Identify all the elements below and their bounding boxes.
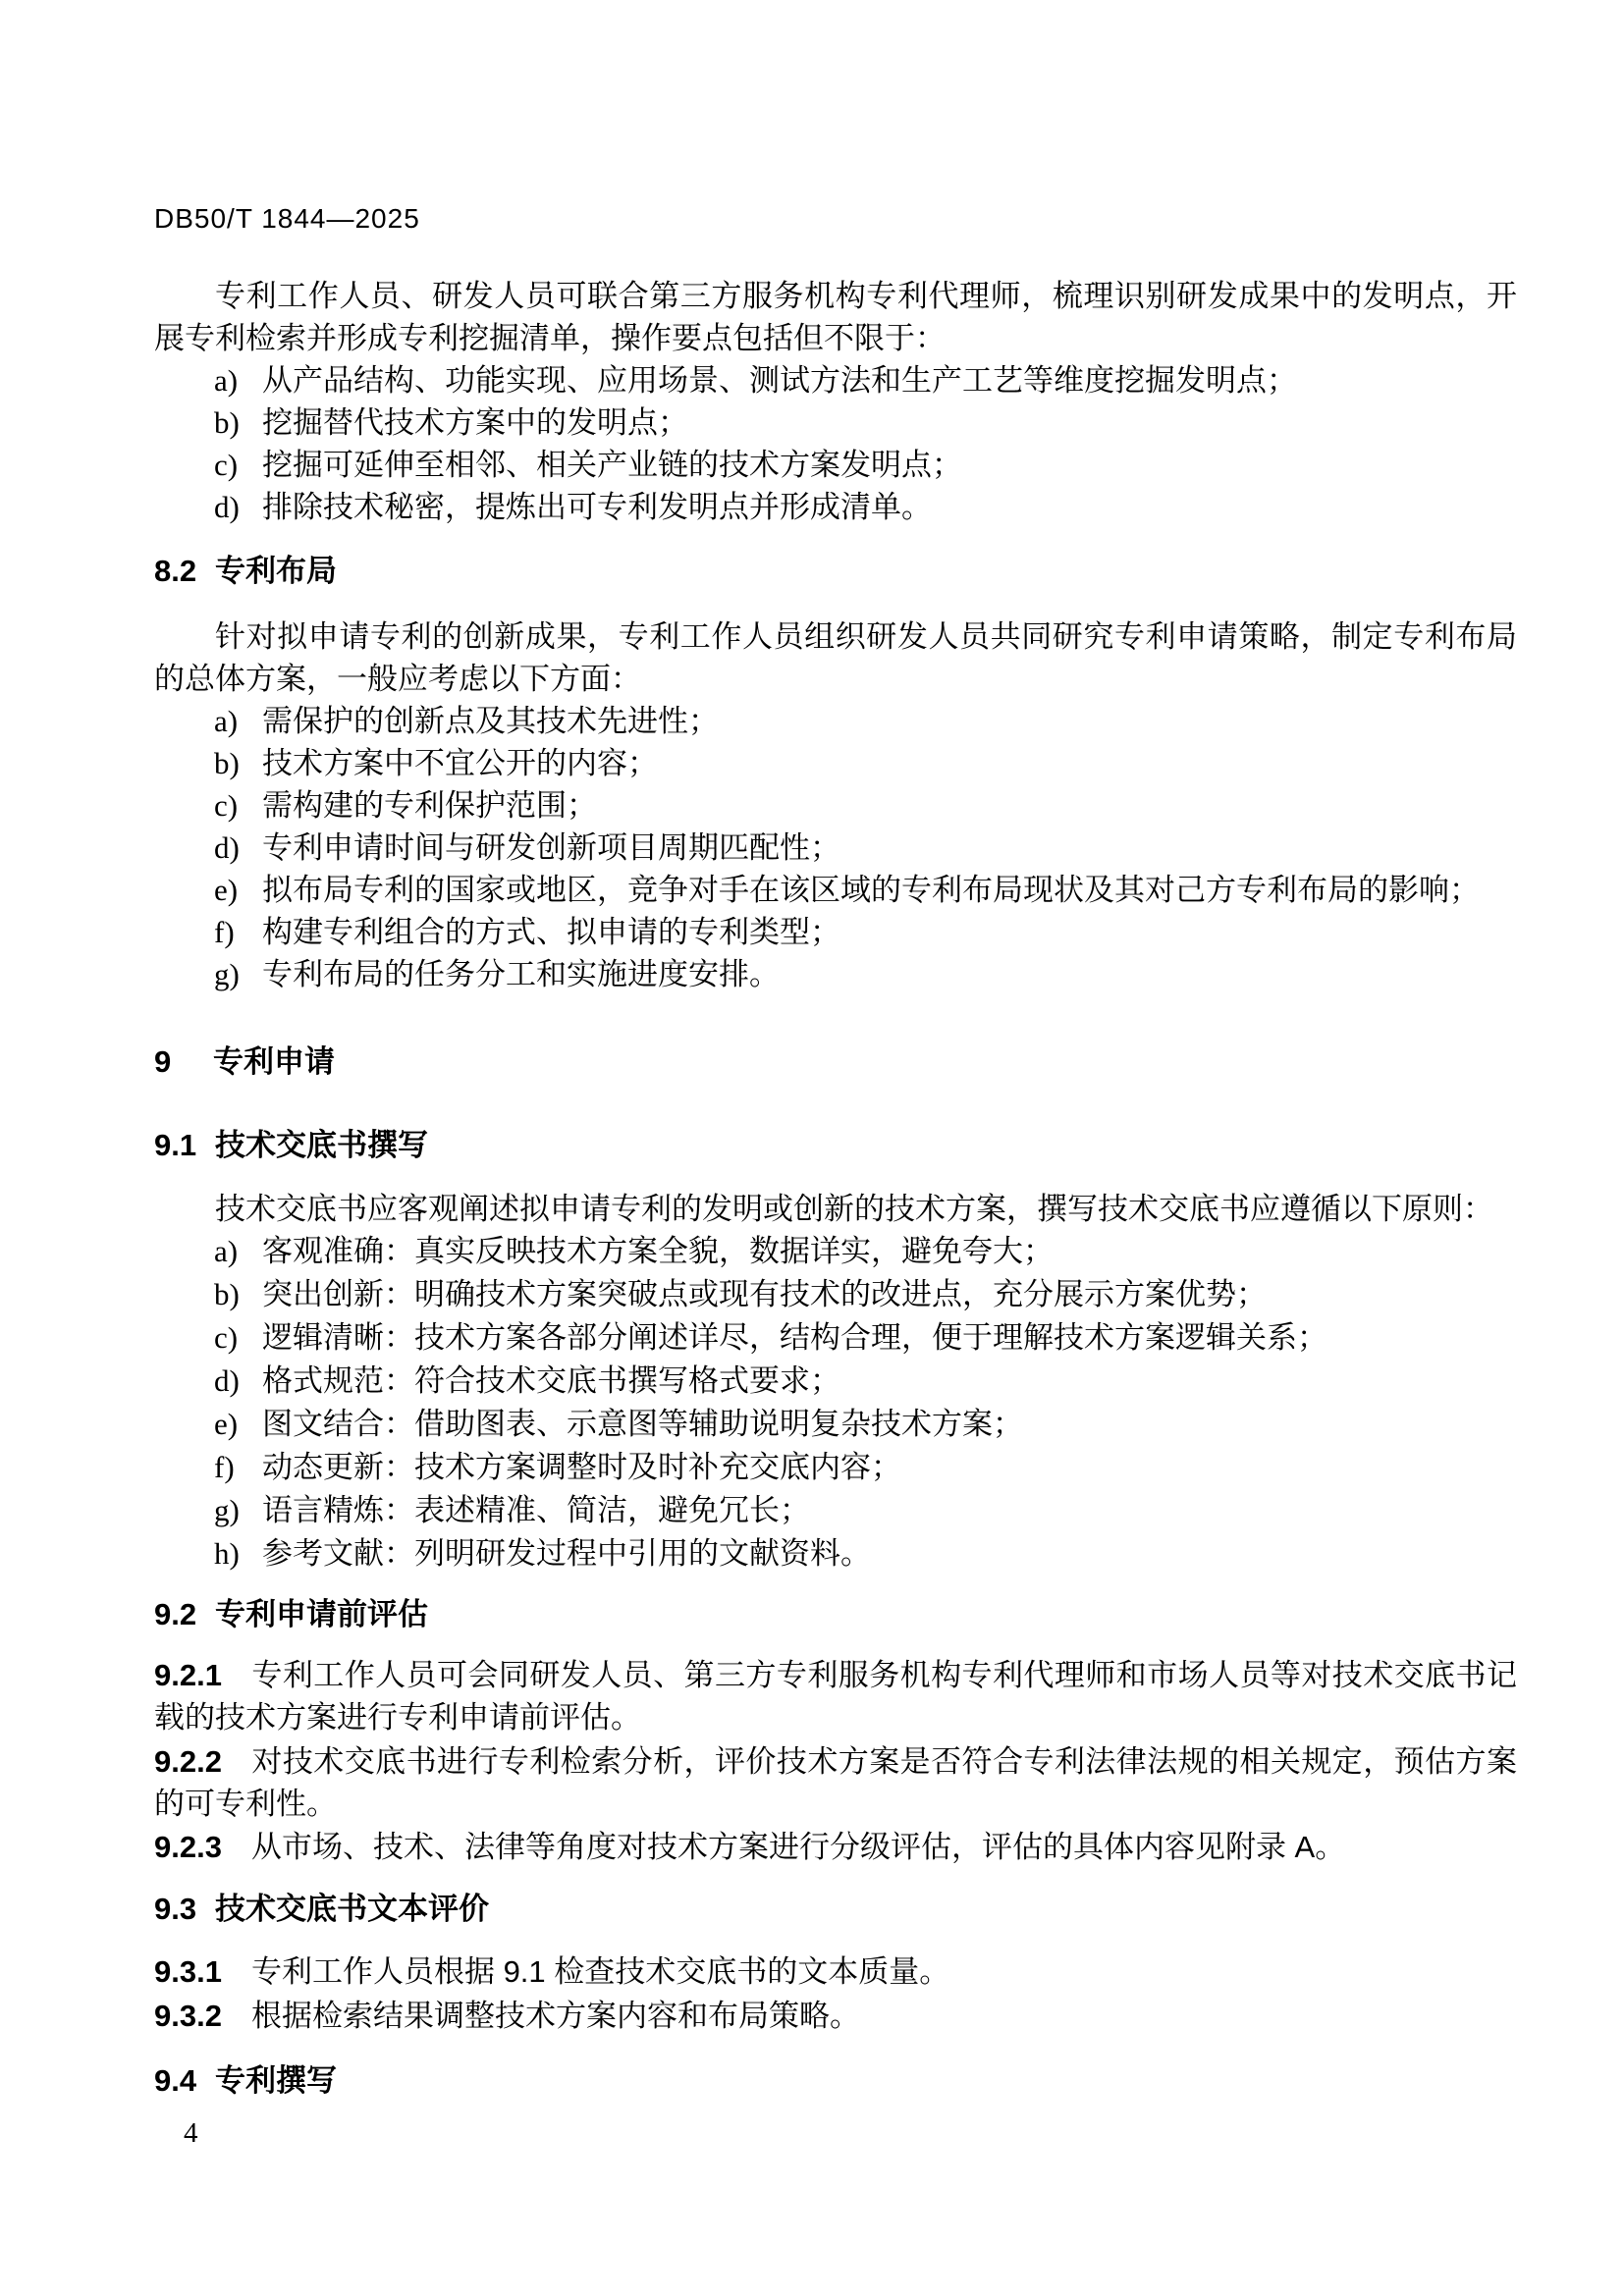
document-footer — [154, 2115, 1517, 2151]
list-item — [154, 869, 1517, 911]
doc-number: DB50/T 1844—2025 — [154, 203, 420, 234]
clause-number: 9.2.3 — [154, 1830, 222, 1864]
list-item-text: 需构建的专利保护范围； — [262, 788, 597, 823]
paragraph-disclosure-intro: 技术交底书应客观阐述拟申请专利的发明或创新的技术方案，撰写技术交底书应遵循以下原则： — [215, 1192, 1493, 1226]
section-number: 9.3 — [154, 1892, 197, 1926]
list-item-text: 客观准确：真实反映技术方案全貌，数据详实，避免夸大； — [262, 1234, 1054, 1268]
lettered-list-mining — [154, 359, 1517, 528]
list-item-label: b) — [214, 746, 240, 780]
list-item — [154, 742, 1517, 784]
list-item-text: 构建专利组合的方式、拟申请的专利类型； — [262, 915, 840, 949]
list-item — [154, 1316, 1517, 1360]
paragraph-patent-mining-intro: 专利工作人员、研发人员可联合第三方服务机构专利代理师，梳理识别研发成果中的发明点，开展专利检索并形成专利挖掘清单，操作要点包括但不限于： — [154, 279, 1517, 355]
chapter-heading-9 — [154, 1041, 1517, 1083]
list-item — [154, 444, 1517, 486]
chapter-number: 9 — [154, 1044, 172, 1079]
list-item-label: f) — [214, 1450, 235, 1484]
list-item-label: h) — [214, 1536, 240, 1571]
paragraph-layout-intro: 针对拟申请专利的创新成果，专利工作人员组织研发人员共同研究专利申请策略，制定专利布局的总体方案，一般应考虑以下方面： — [154, 619, 1517, 696]
list-item — [154, 1403, 1517, 1446]
section-heading-9-3 — [154, 1888, 1517, 1930]
chapter-title: 专利申请 — [213, 1044, 335, 1079]
section-heading-8-2 — [154, 550, 1517, 592]
list-item-label: e) — [214, 873, 239, 907]
list-item — [154, 1360, 1517, 1403]
section-title: 技术交底书文本评价 — [215, 1892, 489, 1926]
list-item — [154, 486, 1517, 528]
section-title: 专利撰写 — [215, 2063, 337, 2098]
list-item-label: e) — [214, 1407, 239, 1441]
lettered-list-disclosure — [154, 1230, 1517, 1575]
lettered-list-layout — [154, 700, 1517, 995]
clause-text: 从市场、技术、法律等角度对技术方案进行分级评估，评估的具体内容见附录 A。 — [250, 1830, 1346, 1864]
list-item-label: c) — [214, 448, 239, 482]
list-item-label: a) — [214, 1234, 239, 1268]
list-item — [154, 953, 1517, 995]
list-item — [154, 359, 1517, 401]
list-item-text: 专利申请时间与研发创新项目周期匹配性； — [262, 830, 840, 865]
list-item-text: 参考文献：列明研发过程中引用的文献资料。 — [262, 1536, 871, 1571]
list-item-text: 排除技术秘密，提炼出可专利发明点并形成清单。 — [262, 490, 932, 524]
list-item-label: d) — [214, 490, 240, 524]
section-heading-9-4 — [154, 2059, 1517, 2102]
list-item — [154, 700, 1517, 742]
section-number: 9.2 — [154, 1597, 197, 1631]
list-item-label: a) — [214, 363, 239, 398]
clause-number: 9.3.1 — [154, 1954, 222, 1989]
section-title: 专利申请前评估 — [215, 1597, 428, 1631]
clause-9-2-2 — [154, 1740, 1517, 1825]
section-number: 9.4 — [154, 2063, 197, 2098]
clause-number: 9.3.2 — [154, 1999, 222, 2033]
section-heading-9-1 — [154, 1124, 1517, 1166]
list-item — [154, 1446, 1517, 1489]
section-title: 技术交底书撰写 — [215, 1128, 428, 1162]
list-item-text: 从产品结构、功能实现、应用场景、测试方法和生产工艺等维度挖掘发明点； — [262, 363, 1297, 398]
list-item-text: 挖掘可延伸至相邻、相关产业链的技术方案发明点； — [262, 448, 962, 482]
list-item-text: 动态更新：技术方案调整时及时补充交底内容； — [262, 1450, 901, 1484]
list-item-label: a) — [214, 704, 239, 738]
list-item-text: 格式规范：符合技术交底书撰写格式要求； — [262, 1363, 840, 1398]
section-heading-9-2 — [154, 1593, 1517, 1635]
list-item-label: f) — [214, 915, 235, 949]
clause-9-2-1 — [154, 1654, 1517, 1738]
page-number: 4 — [184, 2117, 198, 2149]
list-item-text: 挖掘替代技术方案中的发明点； — [262, 405, 688, 440]
clause-9-2-3 — [154, 1826, 1517, 1868]
list-item-label: g) — [214, 957, 240, 991]
list-item — [154, 1489, 1517, 1532]
clause-9-3-2 — [154, 1995, 1517, 2037]
list-item-text: 语言精炼：表述精准、简洁，避免冗长； — [262, 1493, 810, 1527]
list-item-label: b) — [214, 405, 240, 440]
list-item — [154, 1230, 1517, 1273]
list-item-text: 图文结合：借助图表、示意图等辅助说明复杂技术方案； — [262, 1407, 1023, 1441]
clause-number: 9.2.1 — [154, 1658, 222, 1692]
clause-text: 专利工作人员根据 9.1 检查技术交底书的文本质量。 — [250, 1954, 950, 1989]
list-item-text: 需保护的创新点及其技术先进性； — [262, 704, 719, 738]
list-item-label: d) — [214, 1363, 240, 1398]
list-item — [154, 1273, 1517, 1316]
clause-text: 对技术交底书进行专利检索分析，评价技术方案是否符合专利法律法规的相关规定，预估方案的可专利性。 — [154, 1744, 1517, 1821]
section-number: 8.2 — [154, 554, 197, 588]
clause-number: 9.2.2 — [154, 1744, 222, 1779]
list-item-text: 技术方案中不宜公开的内容； — [262, 746, 658, 780]
list-item-label: d) — [214, 830, 240, 865]
clause-9-3-1 — [154, 1950, 1517, 1993]
section-title: 专利布局 — [215, 554, 337, 588]
section-number: 9.1 — [154, 1128, 197, 1162]
document-header — [154, 201, 1517, 237]
list-item-label: c) — [214, 1320, 239, 1355]
list-item-text: 拟布局专利的国家或地区，竞争对手在该区域的专利布局现状及其对己方专利布局的影响； — [262, 873, 1480, 907]
list-item — [154, 911, 1517, 953]
list-item — [154, 1532, 1517, 1575]
list-item-text: 逻辑清晰：技术方案各部分阐述详尽，结构合理，便于理解技术方案逻辑关系； — [262, 1320, 1327, 1355]
list-item-text: 突出创新：明确技术方案突破点或现有技术的改进点，充分展示方案优势； — [262, 1277, 1267, 1311]
list-item — [154, 784, 1517, 827]
clause-text: 根据检索结果调整技术方案内容和布局策略。 — [250, 1999, 860, 2033]
list-item-text: 专利布局的任务分工和实施进度安排。 — [262, 957, 780, 991]
clause-text: 专利工作人员可会同研发人员、第三方专利服务机构专利代理师和市场人员等对技术交底书记载的技术方案进行专利申请前评估。 — [154, 1658, 1517, 1735]
list-item — [154, 401, 1517, 444]
document-body — [154, 275, 1517, 2102]
list-item — [154, 827, 1517, 869]
list-item-label: b) — [214, 1277, 240, 1311]
list-item-label: g) — [214, 1493, 240, 1527]
list-item-label: c) — [214, 788, 239, 823]
